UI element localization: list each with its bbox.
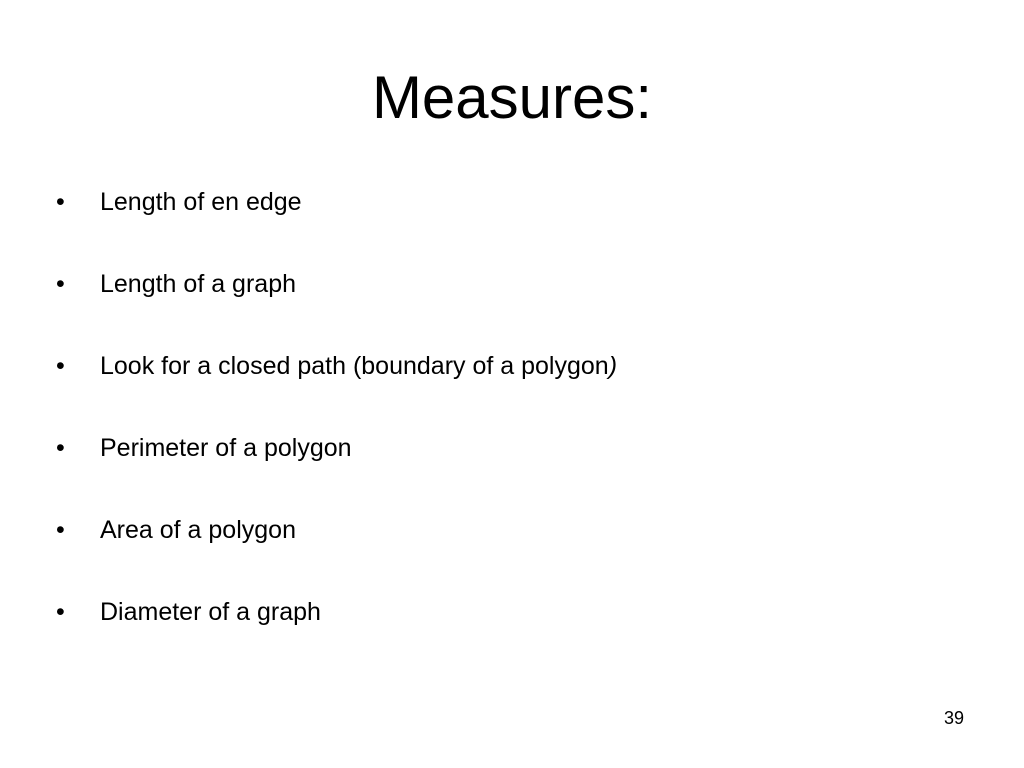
bullet-icon: • (56, 352, 65, 380)
bullet-icon: • (56, 598, 65, 626)
bullet-text: Perimeter of a polygon (100, 434, 352, 462)
bullet-text: Area of a polygon (100, 516, 296, 544)
bullet-text: Diameter of a graph (100, 598, 321, 626)
bullet-icon: • (56, 516, 65, 544)
bullet-text: Length of a graph (100, 270, 296, 298)
bullet-text-main: Look for a closed path (boundary of a polygon (100, 352, 609, 380)
bullet-text (100, 346, 617, 386)
bullet-icon: • (56, 188, 65, 216)
bullet-icon: • (56, 270, 65, 298)
bullet-text-suffix: ) (608, 352, 618, 380)
slide-title: Measures: (371, 64, 653, 131)
bullet-icon: • (56, 434, 65, 462)
bullet-text: Length of en edge (100, 188, 302, 216)
page-number: 39 (943, 708, 964, 728)
